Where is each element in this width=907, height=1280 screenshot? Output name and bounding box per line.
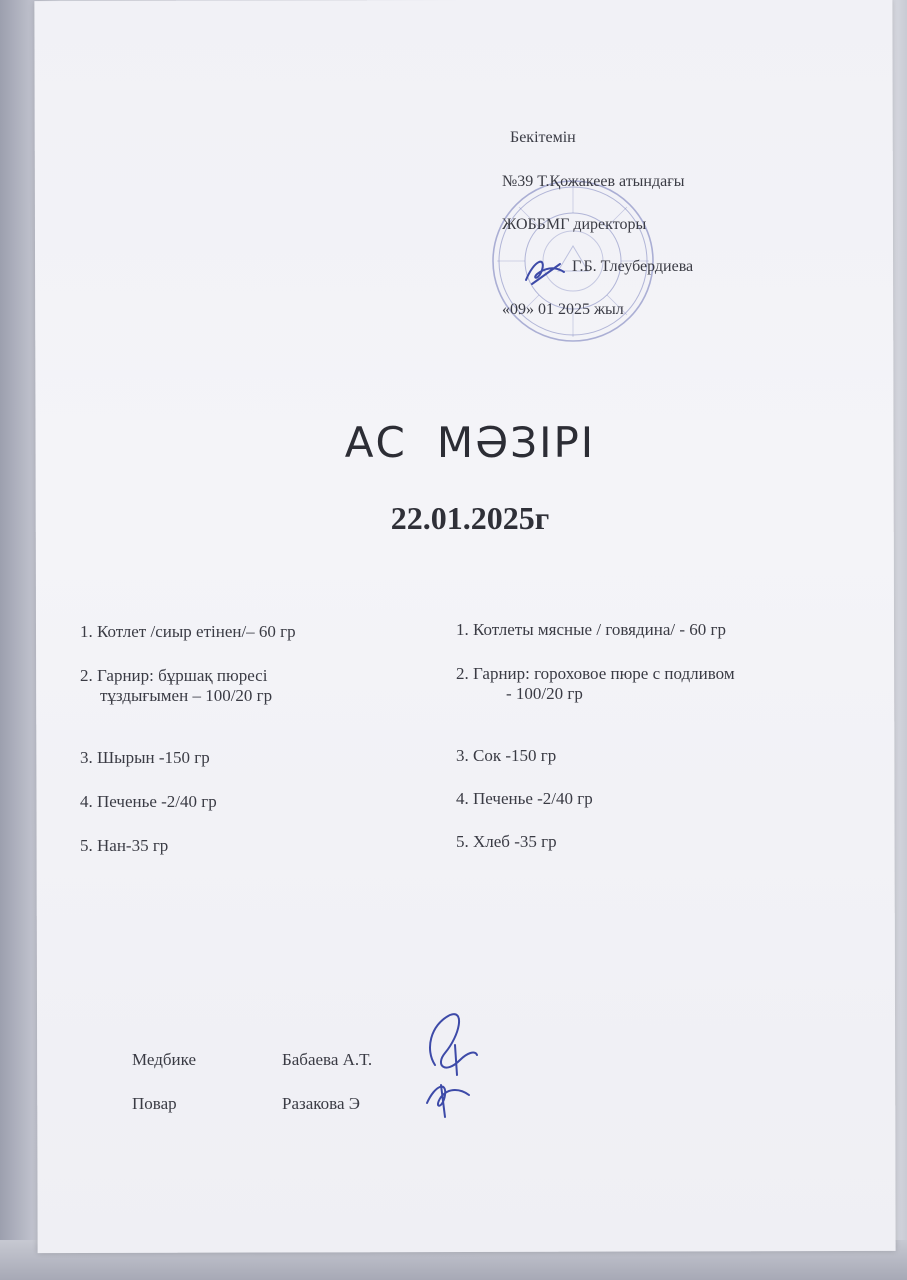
list-item: 1. Котлеты мясные / говядина/ - 60 гр [456,620,726,639]
approval-school: №39 Т.Қожакеев атындағы [502,173,685,190]
list-item: 5. Хлеб -35 гр [456,832,557,851]
approval-director-name: Г.Б. Тлеубердиева [572,258,694,275]
list-item: 3. Сок -150 гр [456,746,557,765]
title-word-2: МӘЗІРІ [436,418,596,467]
list-item: 4. Печенье -2/40 гр [80,792,217,811]
title-word-1: АС [344,418,407,467]
signature-role: Повар [132,1094,177,1113]
signature-name: Разакова Э [282,1094,360,1113]
signature-name: Бабаева А.Т. [282,1050,373,1069]
approval-title: Бекітемін [510,129,576,146]
list-item: 2. Гарнир: гороховое пюре с подливом - 100/20 гр [456,664,735,704]
list-item: 2. Гарнир: бұршақ пюресі тұздығымен – 100/20 гр [80,666,273,706]
list-item: 5. Нан-35 гр [80,836,169,855]
director-signature-icon [520,250,570,290]
menu-date: 22.01.2025г [390,500,550,536]
handwritten-signature-icon [405,1005,495,1125]
list-item: 3. Шырын -150 гр [80,748,210,767]
signature-role: Медбике [132,1050,196,1069]
list-item: 1. Котлет /сиыр етінен/– 60 гр [80,622,296,641]
page-title [300,418,640,467]
approval-date: «09» 01 2025 жыл [502,301,624,318]
list-item: 4. Печенье -2/40 гр [456,789,593,808]
approval-position: ЖОББМГ директоры [502,216,647,233]
